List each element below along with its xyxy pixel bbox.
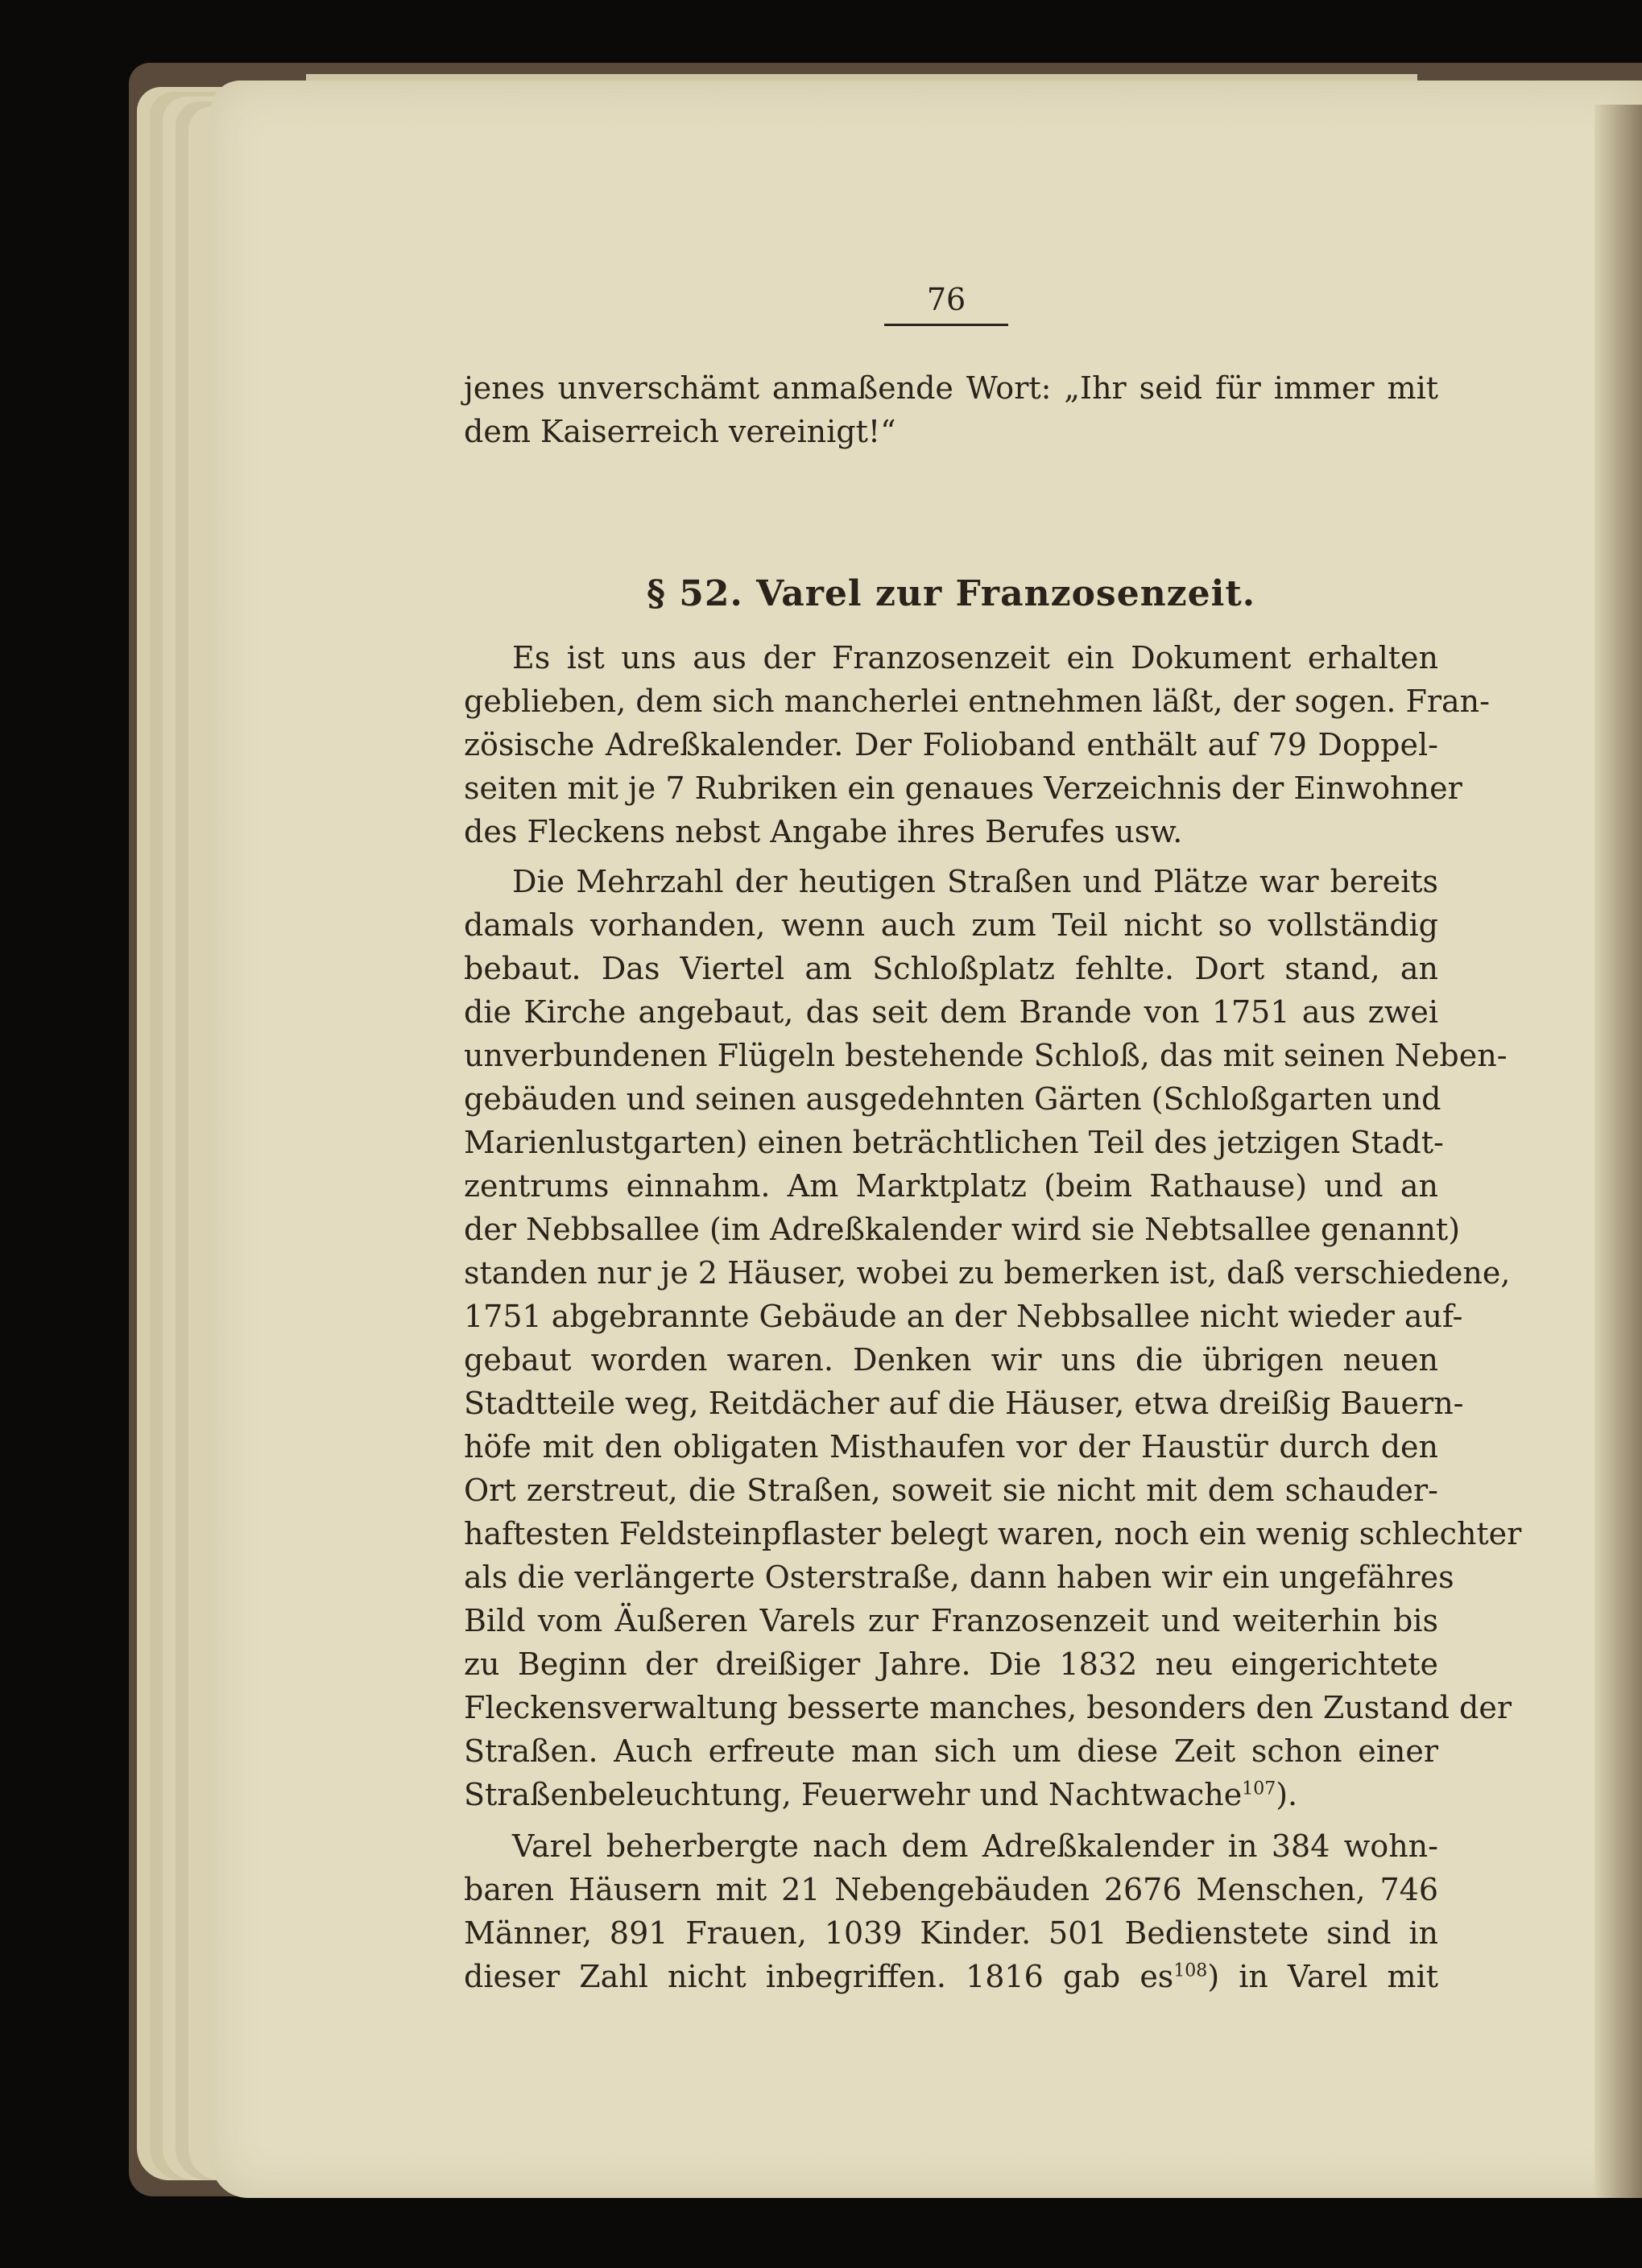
text-line: Marienlustgarten) einen beträchtlichen Teil des jetzigen Stadt- <box>464 1125 1444 1160</box>
text-line: jenes unverschämt anmaßende Wort: „Ihr seid für immer mit <box>464 370 1438 406</box>
text-span: dieser Zahl nicht inbegriffen. 1816 gab es <box>464 1959 1174 1994</box>
text-line: damals vorhanden, wenn auch zum Teil nicht so vollständig <box>464 907 1438 943</box>
text-line: Es ist uns aus der Franzosenzeit ein Dokument erhalten <box>512 640 1438 675</box>
text-line: haftesten Feldsteinpflaster belegt waren, noch ein wenig schlechter <box>464 1516 1522 1551</box>
text-line: als die verlängerte Osterstraße, dann haben wir ein ungefähres <box>464 1560 1454 1595</box>
text-line: baren Häusern mit 21 Nebengebäuden 2676 Menschen, 746 <box>464 1872 1438 1907</box>
text-line: zu Beginn der dreißiger Jahre. Die 1832 neu eingerichtete <box>464 1646 1438 1682</box>
text-line: standen nur je 2 Häuser, wobei zu bemerken ist, daß verschiedene, <box>464 1255 1511 1291</box>
text-line: des Fleckens nebst Angabe ihres Berufes usw. <box>464 814 1183 849</box>
text-line: Straßen. Auch erfreute man sich um diese Zeit schon einer <box>464 1733 1438 1769</box>
text-line: der Nebbsallee (im Adreßkalender wird sie Nebtsallee genannt) <box>464 1212 1461 1247</box>
text-line: 1751 abgebrannte Gebäude an der Nebbsallee nicht wieder auf- <box>464 1299 1463 1334</box>
text-line: Stadtteile weg, Reitdächer auf die Häuser, etwa dreißig Bauern- <box>464 1386 1464 1421</box>
page-number-rule <box>884 324 1008 326</box>
text-line: gebäuden und seinen ausgedehnten Gärten (Schloßgarten und <box>464 1081 1441 1117</box>
text-line: unverbundenen Flügeln bestehende Schloß, das mit seinen Neben- <box>464 1038 1508 1073</box>
text-line: seiten mit je 7 Rubriken ein genaues Verzeichnis der Einwohner <box>464 770 1462 806</box>
text-line: bebaut. Das Viertel am Schloßplatz fehlte. Dort stand, an <box>464 951 1438 986</box>
text-line <box>464 1955 1438 1998</box>
text-line: geblieben, dem sich mancherlei entnehmen läßt, der sogen. Fran- <box>464 684 1490 719</box>
text-line: Fleckensverwaltung besserte manches, besonders den Zustand der <box>464 1690 1512 1725</box>
text-line: Varel beherbergte nach dem Adreßkalender in 384 wohn- <box>512 1828 1438 1864</box>
text-span: ). <box>1276 1777 1298 1812</box>
text-span: ) in Varel mit <box>1207 1959 1439 1994</box>
text-line: die Kirche angebaut, das seit dem Brande von 1751 aus zwei <box>464 994 1438 1030</box>
text-line: gebaut worden waren. Denken wir uns die übrigen neuen <box>464 1342 1438 1378</box>
text-line: Die Mehrzahl der heutigen Straßen und Plätze war bereits <box>512 864 1438 899</box>
page-number: 76 <box>926 282 966 317</box>
text-line <box>464 1773 1438 1816</box>
text-line: zentrums einnahm. Am Marktplatz (beim Rathause) und an <box>464 1168 1438 1204</box>
text-line: zösische Adreßkalender. Der Folioband enthält auf 79 Doppel- <box>464 727 1438 762</box>
section-heading: § 52. Varel zur Franzosenzeit. <box>646 573 1256 614</box>
text-line: Männer, 891 Frauen, 1039 Kinder. 501 Bedienstete sind in <box>464 1915 1438 1951</box>
text-line: Ort zerstreut, die Straßen, soweit sie nicht mit dem schauder- <box>464 1473 1438 1508</box>
text-span: Straßenbeleuchtung, Feuerwehr und Nachtwache <box>464 1777 1243 1812</box>
text-line: dem Kaiserreich vereinigt!“ <box>464 414 896 449</box>
text-line: höfe mit den obligaten Misthaufen vor der Haustür durch den <box>464 1429 1438 1464</box>
footnote-reference: 108 <box>1173 1960 1208 1981</box>
footnote-reference: 107 <box>1242 1778 1276 1799</box>
book-gutter <box>1594 105 1642 2198</box>
text-line: Bild vom Äußeren Varels zur Franzosenzeit und weiterhin bis <box>464 1603 1438 1638</box>
